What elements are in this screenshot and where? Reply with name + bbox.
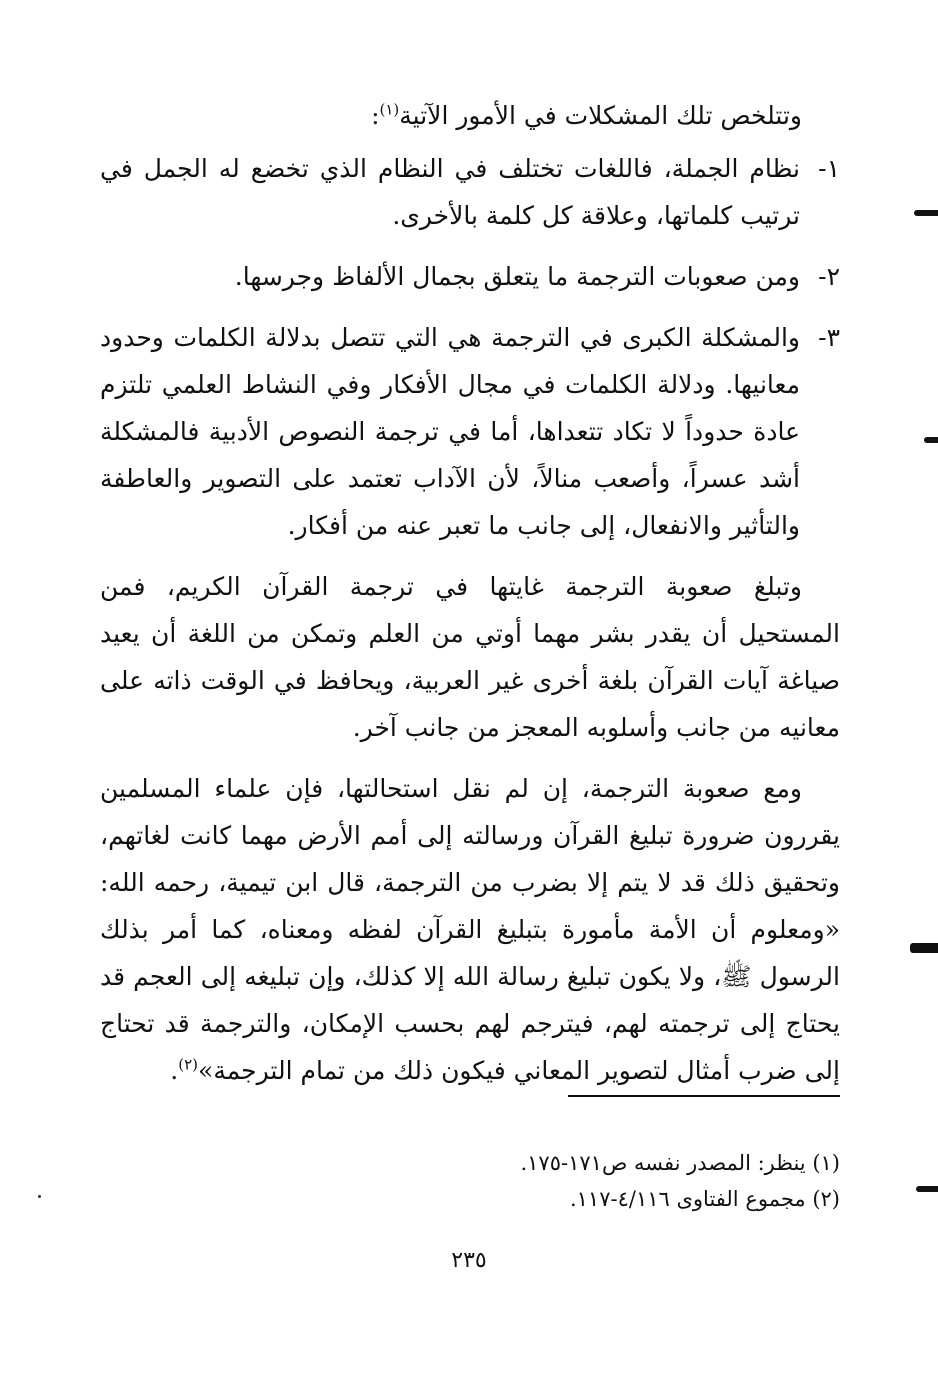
scan-edge-mark (910, 943, 938, 953)
paragraph-quran-translation: وتبلغ صعوبة الترجمة غايتها في ترجمة القرآن الكريم، فمن المستحيل أن يقدر بشر مهما أوتي من العلم وتمكن من اللغة أن يعيد صياغة آيات القرآن بلغة أخرى غير العربية، ويحافظ في الوقت ذاته على معانيه من جانب وأسلوبه المعجز من جانب آخر. (100, 572, 840, 742)
footnotes (100, 1145, 840, 1217)
list-item-text: ومن صعوبات الترجمة ما يتعلق بجمال الألفاظ وجرسها. (234, 262, 800, 291)
list-item-text: والمشكلة الكبرى في الترجمة هي التي تتصل بدلالة الكلمات وحدود معانيها. ودلالة الكلمات في مجال الأفكار وفي النشاط العلمي تلتزم عادة حدوداً لا تكاد تتعداها، أما في ترجمة النصوص الأدبية فالمشكلة أشد عسراً، وأصعب منالاً، لأن الآداب تعتمد على التصوير والعاطفة والتأثير والانفعال، إلى جانب ما تعبر عنه من أفكار. (100, 323, 800, 540)
footnote-ref-2: (٢) (178, 1055, 199, 1074)
list-item-number: ٣- (818, 323, 840, 352)
intro-text: وتتلخص تلك المشكلات في الأمور الآتية (399, 101, 802, 130)
paragraph-scholars-period: . (170, 1056, 179, 1085)
page-number: ٢٣٥ (451, 1248, 487, 1273)
footnote-1: (١) ينظر: المصدر نفسه ص١٧١-١٧٥. (520, 1151, 840, 1175)
footnote-separator (568, 1095, 840, 1097)
list-item-text: نظام الجملة، فاللغات تختلف في النظام الذي تخضع له الجمل في ترتيب كلماتها، وعلاقة كل كلمة بالأخرى. (100, 154, 800, 230)
footnote-2: (٢) مجموع الفتاوى ٤/١١٦-١١٧. (569, 1187, 840, 1211)
list-item-2 (100, 253, 840, 300)
footnote-ref-1: (١) (379, 100, 400, 119)
intro-colon: : (371, 101, 380, 130)
scan-edge-mark (924, 437, 938, 443)
scan-speck (38, 1195, 41, 1198)
list-item-number: ٢- (818, 262, 840, 291)
paragraph-scholars (100, 765, 840, 1094)
intro-line (100, 92, 840, 139)
scan-edge-mark (916, 1186, 938, 1192)
scan-edge-mark (914, 210, 938, 216)
page-body (100, 92, 840, 1108)
list-item-1 (100, 145, 840, 239)
paragraph-scholars-text: ومع صعوبة الترجمة، إن لم نقل استحالتها، فإن علماء المسلمين يقررون ضرورة تبليغ القرآن ورسالته إلى أمم الأرض مهما كانت لغاتهم، وتحقيق ذلك قد لا يتم إلا بضرب من الترجمة، قال ابن تيمية، رحمه الله: «ومعلوم أن الأمة مأمورة بتبليغ القرآن لفظه ومعناه، كما أمر بذلك الرسول ﷺ، ولا يكون تبليغ رسالة الله إلا كذلك، وإن تبليغه إلى العجم قد يحتاج إلى ترجمته لهم، فيترجم لهم بحسب الإمكان، والترجمة قد تحتاج إلى ضرب أمثال لتصوير المعاني فيكون ذلك من تمام الترجمة» (100, 774, 840, 1085)
list-item-number: ١- (818, 154, 840, 183)
list-item-3 (100, 314, 840, 549)
